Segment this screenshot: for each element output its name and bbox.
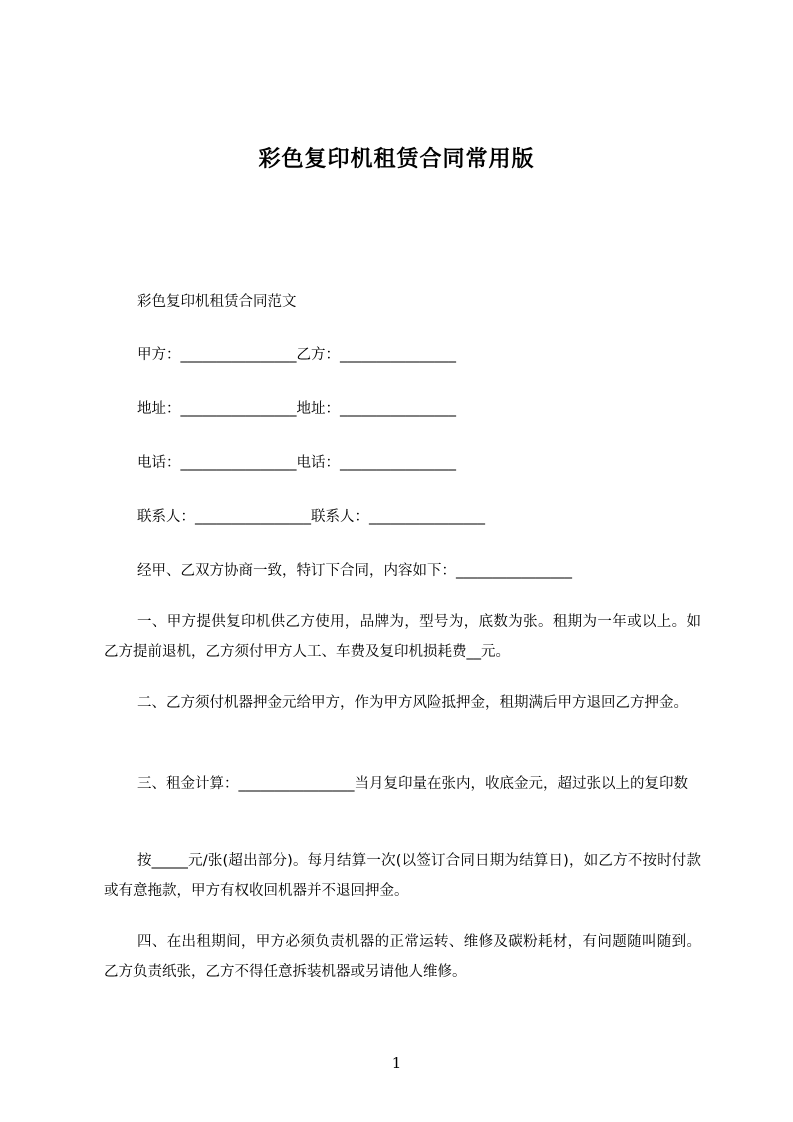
page-number: 1: [391, 1054, 402, 1072]
party-line-names: 甲方：________________乙方：________________: [137, 347, 456, 363]
clause-3-continued: 按_____元/张(超出部分)。每月结算一次(以签订合同日期为结算日)，如乙方不按时付款或有意拖款，甲方有权收回机器并不退回押金。: [104, 853, 701, 899]
clause-3: 三、租金计算：________________当月复印量在张内，收底金元，超过张以上的复印数: [137, 776, 688, 792]
clause-1: 一、甲方提供复印机供乙方使用，品牌为，型号为，底数为张。租期为一年或以上。如乙方提前退机，乙方须付甲方人工、车费及复印机损耗费__元。: [104, 614, 701, 660]
party-line-address: 地址：________________地址：________________: [137, 401, 456, 417]
clause-2: 二、乙方须付机器押金元给甲方，作为甲方风险抵押金，租期满后甲方退回乙方押金。: [137, 695, 688, 711]
document-title: 彩色复印机租赁合同常用版: [258, 147, 535, 172]
document-subtitle: 彩色复印机租赁合同范文: [137, 294, 297, 310]
party-line-contact: 联系人：________________联系人：________________: [137, 509, 485, 525]
clause-4: 四、在出租期间，甲方必须负责机器的正常运转、维修及碳粉耗材，有问题随叫随到。乙方负责纸张，乙方不得任意拆装机器或另请他人维修。: [104, 934, 701, 980]
party-line-phone: 电话：________________电话：________________: [137, 455, 456, 471]
contract-intro: 经甲、乙双方协商一致，特订下合同，内容如下：________________: [137, 563, 572, 579]
